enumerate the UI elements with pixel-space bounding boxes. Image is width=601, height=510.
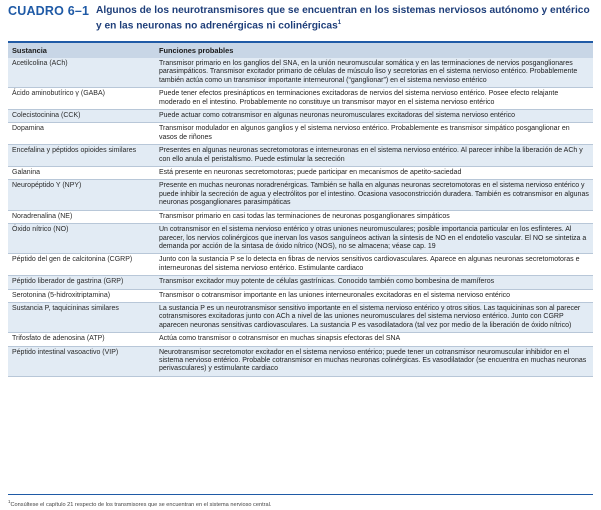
- substance-cell: Noradrenalina (NE): [8, 210, 155, 223]
- substance-cell: Dopamina: [8, 123, 155, 145]
- function-cell: Junto con la sustancia P se lo detecta en fibras de nervios sensitivos cardiovasculares. Aparece en algunas neuronas secretomotoras e interneuronas del sistema nervioso entérico. Estimulante cardiaco: [155, 254, 593, 276]
- table-row: [8, 180, 593, 210]
- table-number: CUADRO 6–1: [8, 4, 90, 18]
- table-row: [8, 110, 593, 123]
- table-row: [8, 289, 593, 302]
- footnote: [8, 498, 593, 509]
- title-footnote-marker: 1: [337, 20, 342, 26]
- function-cell: Un cotransmisor en el sistema nervioso entérico y otras uniones neuromusculares; posible importancia particular en los esfínteres. Al parecer, los nervios colinérgicos que inervan los vasos sanguíneos activan la síntesis de NO en el endotelio vascular. El NO se sintetiza a demanda por acción de la sintasa de óxido nítrico (NOS), no se almacena; véase cap. 19: [155, 224, 593, 254]
- substance-cell: Ácido aminobutírico γ (GABA): [8, 88, 155, 110]
- table-row: [8, 333, 593, 346]
- table-row: [8, 254, 593, 276]
- substance-cell: Péptido intestinal vasoactivo (VIP): [8, 346, 155, 376]
- function-cell: La sustancia P es un neurotransmisor sensitivo importante en el sistema nervioso entérico y otros sitios. Las taquicininas son al parecer cotransmisores excitadoras junto con ACh a nivel de las uniones neuromusculares del sistema nervioso entérico. Junto con CGRP aparecen neuronas sensitivas cardiovasculares. La sustancia P es vasodilatadora (tal vez por medio de la liberación de óxido nítrico): [155, 302, 593, 332]
- table-title-text: Algunos de los neurotransmisores que se encuentran en los sistemas nerviosos autónomo y entérico y en las neuronas no adrenérgicas ni colinérgicas: [96, 5, 590, 32]
- substance-cell: Acetilcolina (ACh): [8, 58, 155, 88]
- function-cell: Puede actuar como cotransmisor en algunas neuronas neuromusculares excitadoras del sistema nervioso entérico: [155, 110, 593, 123]
- function-cell: Actúa como transmisor o cotransmisor en muchas sinapsis efectoras del SNA: [155, 333, 593, 346]
- substance-cell: Trifosfato de adenosina (ATP): [8, 333, 155, 346]
- table-header-row: [8, 43, 593, 58]
- function-cell: Transmisor primario en casi todas las terminaciones de neuronas posganglionares simpáticos: [155, 210, 593, 223]
- table-row: [8, 167, 593, 180]
- function-cell: Transmisor excitador muy potente de células gastrínicas. Conocido también como bombesina de mamíferos: [155, 276, 593, 289]
- table-row: [8, 210, 593, 223]
- substance-cell: Sustancia P, taquicininas similares: [8, 302, 155, 332]
- table-title: [96, 5, 596, 32]
- neurotransmitter-table: [8, 43, 593, 377]
- header-substance: Sustancia: [8, 43, 155, 58]
- substance-cell: Óxido nítrico (NO): [8, 224, 155, 254]
- table-row: [8, 302, 593, 332]
- function-cell: Transmisor primario en los ganglios del SNA, en la unión neuromuscular somática y en las terminaciones de nervios posganglionares parasimpáticos. Transmisor excitador primario de células de músculo liso y secretorias en el sistema nervioso entérico. Probablemente también actúa como un transmisor importante interneuronal (“ganglionar”) en el sistema nervioso entérico: [155, 58, 593, 88]
- table-row: [8, 145, 593, 167]
- table-row: [8, 88, 593, 110]
- table-row: [8, 276, 593, 289]
- substance-cell: Galanina: [8, 167, 155, 180]
- header-functions: Funciones probables: [155, 43, 593, 58]
- substance-cell: Colecistocinina (CCK): [8, 110, 155, 123]
- substance-cell: Serotonina (5-hidroxitriptamina): [8, 289, 155, 302]
- footnote-marker: 1: [8, 499, 11, 504]
- function-cell: Puede tener efectos presinápticos en terminaciones excitadoras de nervios del sistema nervioso entérico. Posee efecto relajante moderado en el intestino. Probablemente no constituye un transmisor mayor en el sistema nervioso entérico: [155, 88, 593, 110]
- function-cell: Presentes en algunas neuronas secretomotoras e interneuronas en el sistema nervioso entérico. Al parecer inhibe la liberación de ACh y con ello anula el peristaltismo. Puede estimular la secreción: [155, 145, 593, 167]
- substance-cell: Péptido liberador de gastrina (GRP): [8, 276, 155, 289]
- function-cell: Está presente en neuronas secretomotoras; puede participar en mecanismos de apetito-saciedad: [155, 167, 593, 180]
- footnote-rule: [8, 494, 593, 495]
- function-cell: Presente en muchas neuronas noradrenérgicas. También se halla en algunas neuronas secretomotoras en el sistema nervioso entérico y puede inhibir la secreción de agua y electrólitos por el intestino. Ocasiona vasoconstricción duradera. También es cotransmisor en algunas neuronas posganglionares parasimpáticas: [155, 180, 593, 210]
- function-cell: Neurotransmisor secretomotor excitador en el sistema nervioso entérico; puede tener un cotransmisor neuromuscular inhibidor en el sistema nervioso entérico. Probable cotransmisor en muchas neuronas colinérgicas. Es vasodilatador (se encuentra en muchas neuronas perivasculares) y estimulante cardiaco: [155, 346, 593, 376]
- footnote-text: Consúltese el capítulo 21 respecto de los transmisores que se encuentran en el sistema nervioso central.: [10, 501, 272, 508]
- function-cell: Transmisor modulador en algunos ganglios y el sistema nervioso entérico. Probablemente es transmisor simpático posganglionar en vasos de riñones: [155, 123, 593, 145]
- table-row: [8, 123, 593, 145]
- table-row: [8, 224, 593, 254]
- table-row: [8, 346, 593, 376]
- table-row: [8, 58, 593, 88]
- substance-cell: Encefalina y péptidos opioides similares: [8, 145, 155, 167]
- function-cell: Transmisor o cotransmisor importante en las uniones interneuronales excitadoras en el sistema nervioso entérico: [155, 289, 593, 302]
- substance-cell: Neuropéptido Y (NPY): [8, 180, 155, 210]
- substance-cell: Péptido del gen de calcitonina (CGRP): [8, 254, 155, 276]
